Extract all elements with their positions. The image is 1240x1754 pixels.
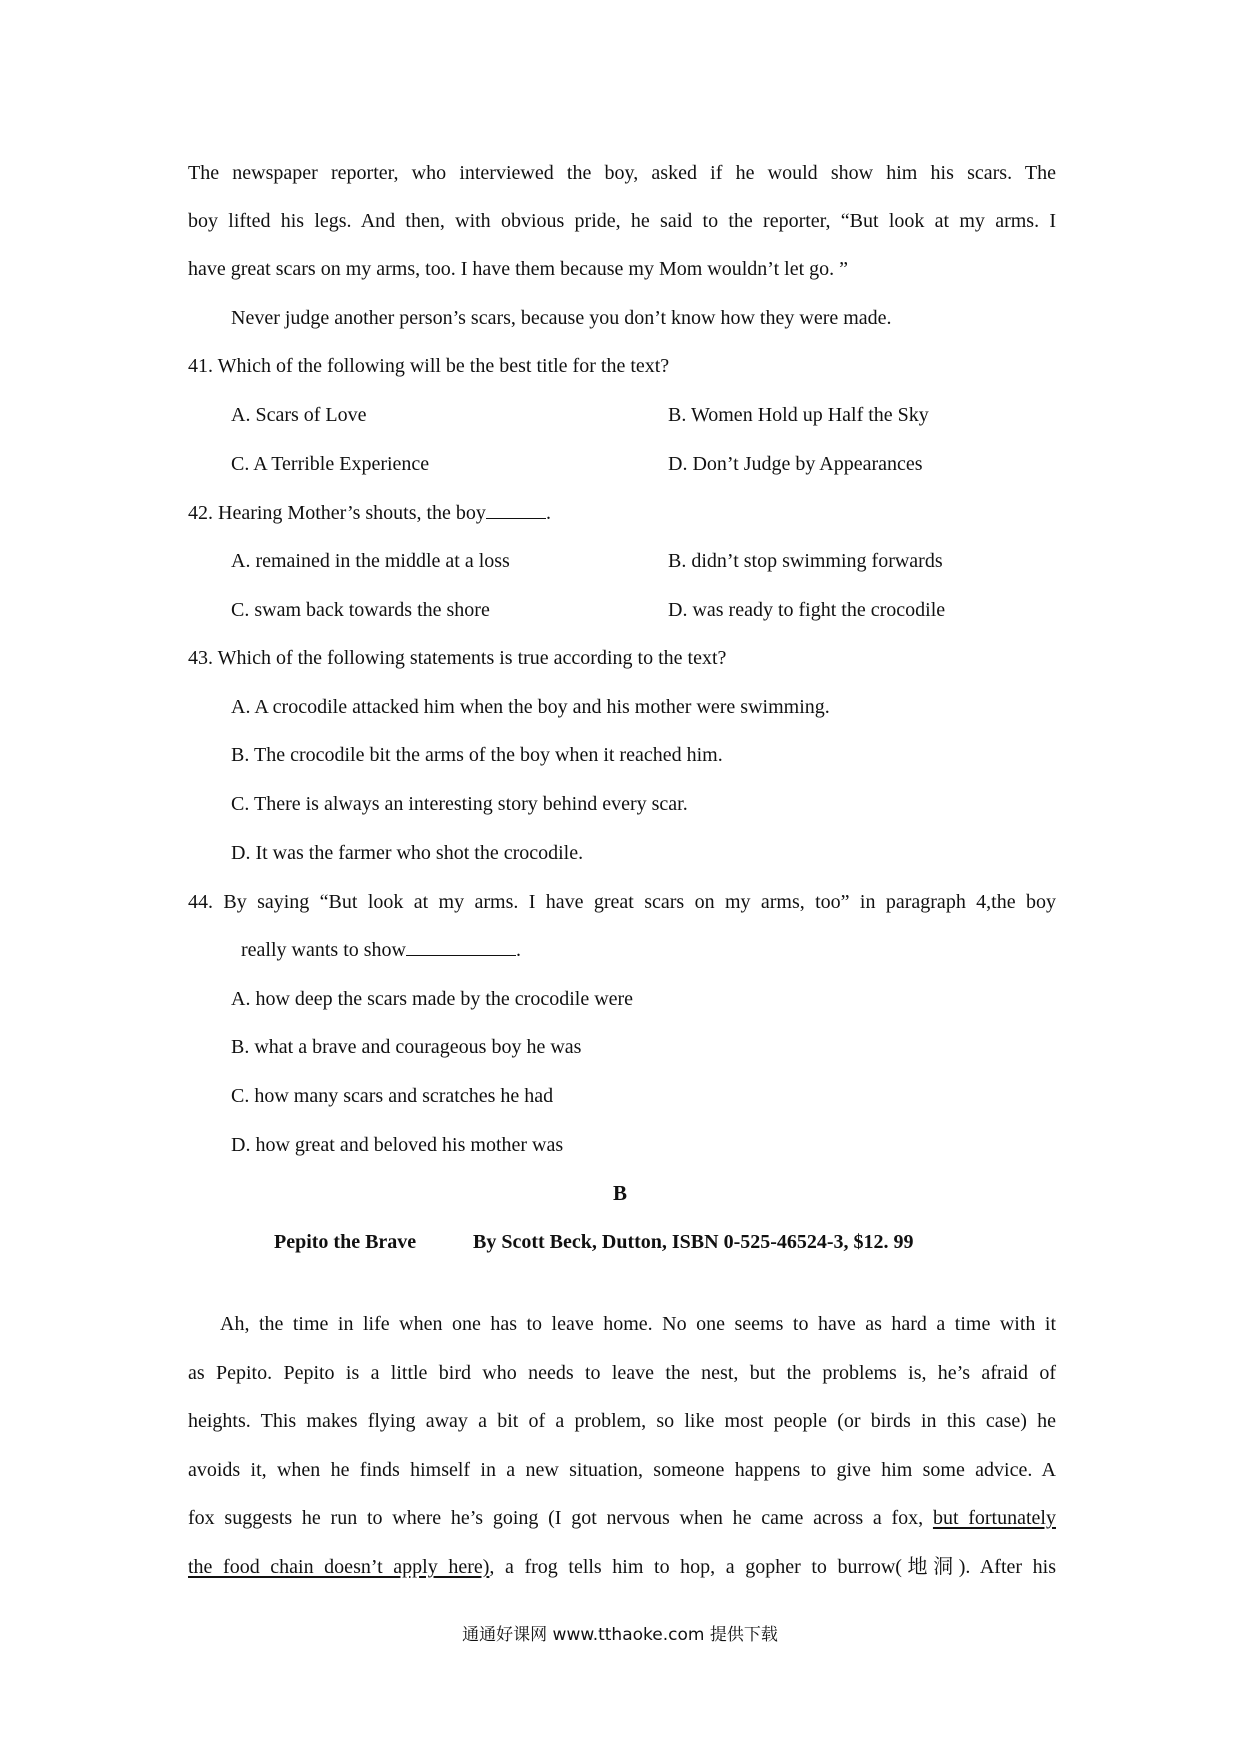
passage-b-line-3: heights. This makes flying away a bit of a problem, so like most people (or birds in this case) he — [188, 1410, 1056, 1432]
underlined-phrase-continued: the food chain doesn’t apply here) — [188, 1556, 490, 1578]
question-42-stem-end: . — [545, 502, 551, 524]
passage-a-line-2: boy lifted his legs. And then, with obvious pride, he said to the reporter, “But look at my arms. I — [188, 210, 1056, 232]
question-43-option-a: A. A crocodile attacked him when the boy and his mother were swimming. — [231, 696, 830, 718]
passage-b-line-2: as Pepito. Pepito is a little bird who needs to leave the nest, but the problems is, he’s afraid of — [188, 1362, 1056, 1384]
question-41-option-b: B. Women Hold up Half the Sky — [668, 404, 929, 426]
passage-b-line-1: Ah, the time in life when one has to leave home. No one seems to have as hard a time with it — [220, 1313, 1056, 1335]
answer-blank — [406, 937, 516, 956]
question-43-option-b: B. The crocodile bit the arms of the boy when it reached him. — [231, 744, 723, 766]
passage-b-line-5-text: fox suggests he run to where he’s going (I got nervous when he came across a fox, — [188, 1507, 933, 1529]
page-footer: 通通好课网 www.tthaoke.com 提供下载 — [462, 1625, 778, 1645]
question-44-stem-2: really wants to show — [241, 939, 406, 961]
question-44-option-a: A. how deep the scars made by the crocodile were — [231, 988, 634, 1010]
book-title: Pepito the Brave — [274, 1231, 417, 1253]
question-44-stem-2-end: . — [515, 939, 521, 961]
question-44-stem: 44. By saying “But look at my arms. I have great scars on my arms, too” in paragraph 4,the boy — [188, 891, 1056, 913]
book-info: By Scott Beck, Dutton, ISBN 0-525-46524-3, $12. 99 — [473, 1231, 914, 1253]
question-42-stem: 42. Hearing Mother’s shouts, the boy — [188, 502, 486, 524]
passage-b-line-6 — [188, 1554, 1056, 1580]
question-42-stem-line — [188, 500, 551, 526]
question-42-option-c: C. swam back towards the shore — [231, 599, 490, 621]
question-41-option-c: C. A Terrible Experience — [231, 453, 430, 475]
passage-a-line-3: have great scars on my arms, too. I have them because my Mom wouldn’t let go. ” — [188, 258, 849, 280]
answer-blank — [486, 500, 546, 519]
passage-b-line-5 — [188, 1505, 1056, 1531]
passage-b-line-4: avoids it, when he finds himself in a new situation, someone happens to give him some advice. A — [188, 1459, 1056, 1481]
question-42-option-d: D. was ready to fight the crocodile — [668, 599, 946, 621]
question-41-option-d: D. Don’t Judge by Appearances — [668, 453, 923, 475]
question-42-option-a: A. remained in the middle at a loss — [231, 550, 510, 572]
passage-a-line-1: The newspaper reporter, who interviewed the boy, asked if he would show him his scars. The — [188, 162, 1056, 184]
passage-b-line-6-text: , a frog tells him to hop, a gopher to burrow(地洞). After his — [489, 1556, 1056, 1578]
underlined-phrase: but fortunately — [932, 1507, 1056, 1529]
question-44-option-c: C. how many scars and scratches he had — [231, 1085, 554, 1107]
question-41-stem: 41. Which of the following will be the best title for the text? — [188, 355, 670, 377]
question-41-option-a: A. Scars of Love — [231, 404, 367, 426]
question-44-option-d: D. how great and beloved his mother was — [231, 1134, 564, 1156]
section-heading: B — [612, 1181, 627, 1205]
question-43-stem: 43. Which of the following statements is true according to the text? — [188, 647, 727, 669]
question-43-option-d: D. It was the farmer who shot the crocodile. — [231, 842, 584, 864]
question-43-option-c: C. There is always an interesting story behind every scar. — [231, 793, 688, 815]
passage-a-conclusion: Never judge another person’s scars, because you don’t know how they were made. — [231, 307, 892, 329]
question-42-option-b: B. didn’t stop swimming forwards — [668, 550, 943, 572]
question-44-stem-line-2 — [241, 937, 521, 963]
question-44-option-b: B. what a brave and courageous boy he was — [231, 1036, 582, 1058]
